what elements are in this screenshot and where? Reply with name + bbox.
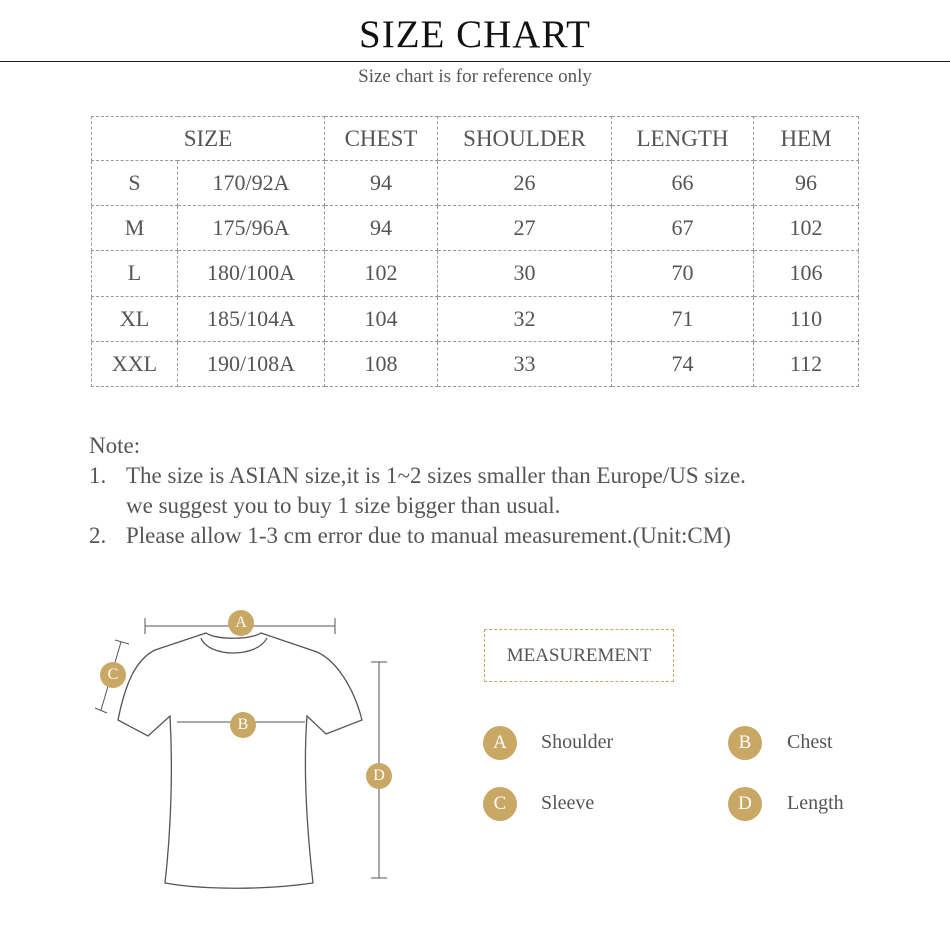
header-chest: CHEST xyxy=(325,117,438,161)
cell-chest: 108 xyxy=(325,341,438,386)
cell-shoulder: 33 xyxy=(438,341,612,386)
marker-b: B xyxy=(230,712,256,738)
legend-key-c: C xyxy=(483,787,517,821)
cell-length: 66 xyxy=(612,161,754,206)
cell-size: XXL xyxy=(92,341,178,386)
legend-label-chest: Chest xyxy=(787,731,833,753)
size-table xyxy=(91,116,859,387)
cell-chest: 102 xyxy=(325,251,438,296)
legend-key-d: D xyxy=(728,787,762,821)
cell-shoulder: 27 xyxy=(438,206,612,251)
cell-hem: 96 xyxy=(754,161,859,206)
cell-shoulder: 32 xyxy=(438,296,612,341)
cell-size: XL xyxy=(92,296,178,341)
cell-length: 70 xyxy=(612,251,754,296)
cell-chest: 94 xyxy=(325,161,438,206)
tshirt-outline xyxy=(118,633,362,888)
cell-height-code: 170/92A xyxy=(178,161,325,206)
cell-shoulder: 30 xyxy=(438,251,612,296)
cell-hem: 110 xyxy=(754,296,859,341)
marker-d: D xyxy=(366,763,392,789)
cell-length: 71 xyxy=(612,296,754,341)
cell-height-code: 175/96A xyxy=(178,206,325,251)
legend-label-shoulder: Shoulder xyxy=(541,731,614,753)
table-row xyxy=(92,296,859,341)
note-item-1-continued: we suggest you to buy 1 size bigger than usual. xyxy=(126,493,561,518)
note-item-2 xyxy=(89,521,889,551)
note-section xyxy=(89,431,889,551)
cell-size: L xyxy=(92,251,178,296)
table-row xyxy=(92,206,859,251)
header-hem: HEM xyxy=(754,117,859,161)
cell-chest: 94 xyxy=(325,206,438,251)
cell-hem: 112 xyxy=(754,341,859,386)
table-header-row xyxy=(92,117,859,161)
cell-height-code: 190/108A xyxy=(178,341,325,386)
cell-height-code: 185/104A xyxy=(178,296,325,341)
note-number: 2. xyxy=(89,523,107,548)
dimension-lines xyxy=(95,618,387,878)
note-number: 1. xyxy=(89,463,107,488)
header-length: LENGTH xyxy=(612,117,754,161)
header-shoulder: SHOULDER xyxy=(438,117,612,161)
cell-length: 74 xyxy=(612,341,754,386)
table-row xyxy=(92,161,859,206)
cell-hem: 102 xyxy=(754,206,859,251)
note-text: Please allow 1-3 cm error due to manual measurement.(Unit:CM) xyxy=(126,523,731,548)
page-subtitle: Size chart is for reference only xyxy=(358,66,592,87)
legend-key-a: A xyxy=(483,726,517,760)
cell-height-code: 180/100A xyxy=(178,251,325,296)
cell-size: S xyxy=(92,161,178,206)
table-row xyxy=(92,251,859,296)
note-heading: Note: xyxy=(89,433,141,458)
measurement-title: MEASUREMENT xyxy=(484,629,674,682)
tshirt-diagram xyxy=(85,600,405,900)
marker-c: C xyxy=(100,662,126,688)
note-item-1 xyxy=(89,461,889,491)
table-row xyxy=(92,341,859,386)
legend-key-b: B xyxy=(728,726,762,760)
note-text: The size is ASIAN size,it is 1~2 sizes smaller than Europe/US size. xyxy=(126,463,746,488)
cell-chest: 104 xyxy=(325,296,438,341)
legend-label-sleeve: Sleeve xyxy=(541,792,595,814)
marker-a: A xyxy=(228,610,254,636)
title-divider xyxy=(0,61,950,62)
cell-shoulder: 26 xyxy=(438,161,612,206)
cell-length: 67 xyxy=(612,206,754,251)
cell-hem: 106 xyxy=(754,251,859,296)
page-title: SIZE CHART xyxy=(359,13,591,56)
header-size: SIZE xyxy=(92,117,325,161)
cell-size: M xyxy=(92,206,178,251)
legend-label-length: Length xyxy=(787,792,844,814)
